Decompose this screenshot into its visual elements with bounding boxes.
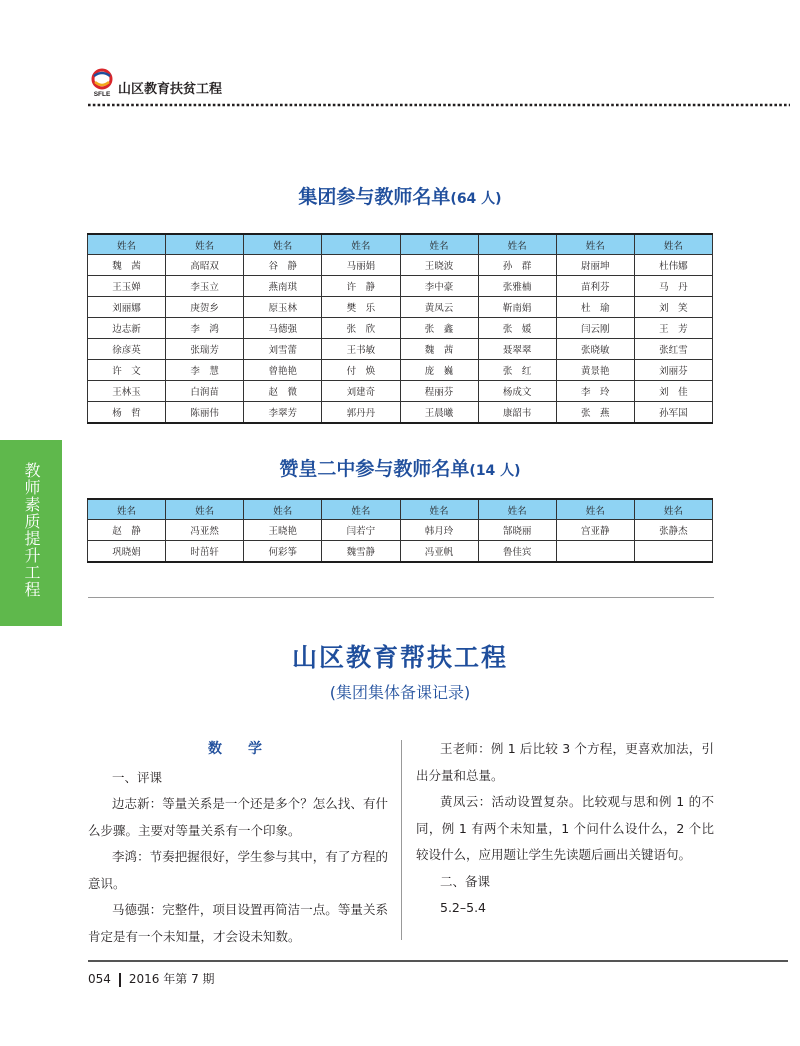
table-cell: 杨成文 [478,381,556,402]
column-header: 姓名 [400,499,478,520]
table-cell: 王晓波 [400,255,478,276]
table-cell: 苗利芬 [556,276,634,297]
table-row [88,381,713,402]
table-header-row [88,499,713,520]
article-right-column [416,736,714,922]
column-header: 姓名 [556,234,634,255]
table-cell: 闫若宁 [322,520,400,541]
paragraph: 黄凤云：活动设置复杂。比较观与思和例 1 的不同，例 1 有两个未知量，1 个问什么设什么，2 个比较设什么，应用题让学生先读题后画出关键语句。 [416,794,714,862]
table-cell: 边志新 [88,318,166,339]
section-divider [88,597,714,598]
table-cell [556,541,634,563]
table-cell: 程丽芬 [400,381,478,402]
table-cell: 康韶韦 [478,402,556,424]
table-row [88,402,713,424]
side-tab-label: 教师素质提升工程 [22,462,41,598]
table-cell: 李 鸿 [166,318,244,339]
table-row [88,297,713,318]
table-cell: 庞 巍 [400,360,478,381]
table-cell: 刘 佳 [634,381,712,402]
table-row [88,541,713,563]
table-cell: 韩月玲 [400,520,478,541]
table-cell: 魏 茜 [88,255,166,276]
table-cell: 刘建奇 [322,381,400,402]
table-cell: 冯亚帆 [400,541,478,563]
table-header-row [88,234,713,255]
table-cell: 魏雪静 [322,541,400,563]
table-row [88,318,713,339]
table-cell: 李玉立 [166,276,244,297]
table-cell: 张晓敏 [556,339,634,360]
footer-separator [119,973,121,987]
table-cell: 巩晓娟 [88,541,166,563]
column-header: 姓名 [88,499,166,520]
table-cell: 郜晓丽 [478,520,556,541]
table-cell: 闫云刚 [556,318,634,339]
table-cell: 张红雪 [634,339,712,360]
table-cell: 冯亚然 [166,520,244,541]
table-cell: 谷 静 [244,255,322,276]
table-cell: 高昭双 [166,255,244,276]
table-cell: 张 欣 [322,318,400,339]
table-cell: 许 文 [88,360,166,381]
table-cell: 李 慧 [166,360,244,381]
table-cell: 刘丽娜 [88,297,166,318]
sfle-logo-icon [88,68,116,98]
table-cell: 靳南娟 [478,297,556,318]
table-cell: 张 燕 [556,402,634,424]
table-cell: 李翠芳 [244,402,322,424]
table-cell: 杜伟娜 [634,255,712,276]
section-heading: 一、评课 [112,769,163,785]
table-cell: 张 媛 [478,318,556,339]
table-cell: 燕南琪 [244,276,322,297]
table-cell: 曾艳艳 [244,360,322,381]
table-cell: 张瑞芳 [166,339,244,360]
table-cell: 徐彦英 [88,339,166,360]
section-heading: 二、备课 [440,873,491,889]
table2-count: (14 人) [469,463,521,479]
table-cell: 樊 乐 [322,297,400,318]
table-cell [634,541,712,563]
table-cell: 王 芳 [634,318,712,339]
paragraph: 边志新：等量关系是一个还是多个？怎么找、有什么步骤。主要对等量关系有一个印象。 [88,796,388,838]
table-row [88,255,713,276]
page-number: 054 [88,972,111,986]
column-header: 姓名 [322,234,400,255]
table-cell: 陈丽伟 [166,402,244,424]
column-divider [401,740,402,940]
table-cell: 黄景艳 [556,360,634,381]
table-cell: 庚贺乡 [166,297,244,318]
table1-roster [87,233,713,424]
table-row [88,276,713,297]
table-cell: 孙军国 [634,402,712,424]
table-cell: 原玉林 [244,297,322,318]
table-row [88,339,713,360]
column-header: 姓名 [634,234,712,255]
column-header: 姓名 [322,499,400,520]
page-footer [88,970,215,987]
table-cell: 张静杰 [634,520,712,541]
table-cell: 孙 群 [478,255,556,276]
table-cell: 刘丽芬 [634,360,712,381]
table2-title: 赞皇二中参与教师名单 [279,458,470,480]
dotted-divider [88,102,790,108]
article-subtitle: (集团集体备课记录) [329,683,471,702]
table-cell: 许 静 [322,276,400,297]
table-row [88,360,713,381]
table-cell: 刘 笑 [634,297,712,318]
article-title: 山区教育帮扶工程 [291,643,508,672]
table-cell: 李中豪 [400,276,478,297]
table2-title-line [0,454,800,481]
issue-label: 2016 年第 7 期 [128,972,215,986]
column-header: 姓名 [478,499,556,520]
table-cell: 王玉婵 [88,276,166,297]
table-cell: 张雅楠 [478,276,556,297]
table-cell: 鲁佳宾 [478,541,556,563]
header-title: 山区教育扶贫工程 [118,82,223,97]
table-cell: 白润苗 [166,381,244,402]
table-cell: 付 焕 [322,360,400,381]
table-cell: 刘雪蕾 [244,339,322,360]
footer-rule [88,960,788,962]
table-cell: 马德强 [244,318,322,339]
table-cell: 赵 静 [88,520,166,541]
table-cell: 杜 瑜 [556,297,634,318]
table-cell: 马丽娟 [322,255,400,276]
article-left-column [88,736,388,950]
table1-title-line [0,182,800,209]
table-cell: 郭丹丹 [322,402,400,424]
column-header: 姓名 [166,499,244,520]
column-header: 姓名 [400,234,478,255]
subject-heading: 数 学 [208,741,268,757]
column-header: 姓名 [244,234,322,255]
table-cell: 张 鑫 [400,318,478,339]
column-header: 姓名 [244,499,322,520]
table-row [88,520,713,541]
table-cell: 张 红 [478,360,556,381]
table-cell: 马 丹 [634,276,712,297]
table-cell: 时茁轩 [166,541,244,563]
column-header: 姓名 [478,234,556,255]
paragraph: 王老师：例 1 后比较 3 个方程，更喜欢加法，引出分量和总量。 [416,741,714,783]
table-cell: 宫亚静 [556,520,634,541]
logo-text: SFLE [93,91,111,98]
table-cell: 王晓艳 [244,520,322,541]
table-cell: 李 玲 [556,381,634,402]
table1-title: 集团参与教师名单 [298,186,451,208]
table-cell: 王书敏 [322,339,400,360]
table1-count: (64 人) [450,191,502,207]
table-cell: 杨 哲 [88,402,166,424]
column-header: 姓名 [634,499,712,520]
paragraph: 马德强：完整件，项目设置再简洁一点。等量关系肯定是有一个未知量，才会设未知数。 [88,902,388,944]
table-cell: 黄凤云 [400,297,478,318]
table-cell: 魏 茜 [400,339,478,360]
table-cell: 聂翠翠 [478,339,556,360]
column-header: 姓名 [166,234,244,255]
table-cell: 赵 微 [244,381,322,402]
column-header: 姓名 [88,234,166,255]
section-value: 5.2–5.4 [440,900,487,915]
table-cell: 何彩筝 [244,541,322,563]
table-cell: 王林玉 [88,381,166,402]
table-cell: 王晨曦 [400,402,478,424]
column-header: 姓名 [556,499,634,520]
table2-roster [87,498,713,563]
table-cell: 尉丽坤 [556,255,634,276]
paragraph: 李鸿：节奏把握很好，学生参与其中，有了方程的意识。 [88,849,388,891]
